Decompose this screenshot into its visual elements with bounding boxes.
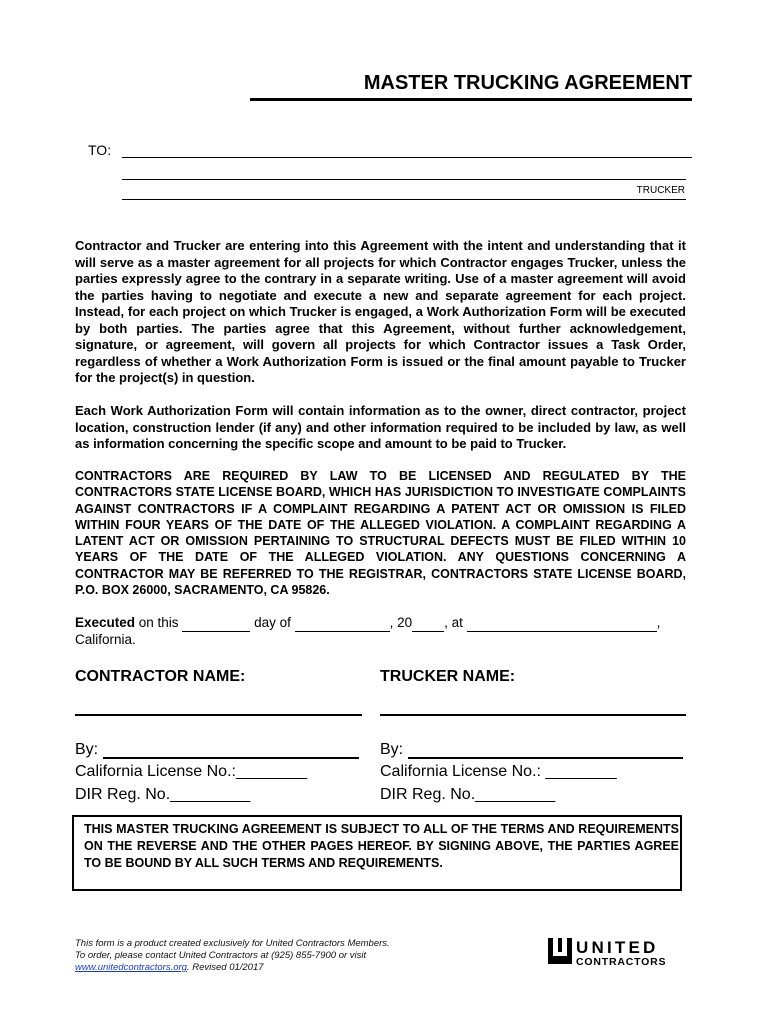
execution-line [75,615,690,648]
to-label: TO: [88,142,112,158]
trucker-name-line[interactable] [380,714,686,716]
trucker-by-label: By: [380,741,404,758]
contractor-name-line[interactable] [75,714,362,716]
contractor-dir-field[interactable]: DIR Reg. No._________ [75,786,251,803]
location-field[interactable] [467,631,657,632]
signing-notice-box [72,815,682,891]
work-authorization-paragraph: Each Work Authorization Form will contain information as to the owner, direct contractor, project location, construction lender (if any) and other information required to be included by law, as well as information concerning the specific scope and amount to be paid to Trucker. [75,403,686,451]
footer-note [75,938,390,974]
united-contractors-logo-mark [548,936,688,968]
united-contractors-logo [548,936,688,968]
executed-label: Executed [75,615,136,630]
at-text: , at [444,615,467,630]
trucker-license-field[interactable]: California License No.: ________ [380,763,617,780]
state-text: California. [75,631,136,647]
intro-paragraph: Contractor and Trucker are entering into this Agreement with the intent and understanding that it will serve as a master agreement for all projects for which Contractor engages Trucker, unless the parties expressly agree to the contrary in a separate writing. Use of a master agreement will avoid the parties having to negotiate and execute a new and separate agreement for each project. Instead, for each project on which Trucker is engaged, a Work Authorization Form will be executed by both parties. The parties agree that this Agreement, without further acknowledgement, signature, or agreement, will govern all projects for which Contractor issues a Task Order, regardless of whether a Work Authorization Form is issued or the final amount payable to Trucker for the project(s) in question. [75,238,686,385]
footer-line-3 [75,962,390,974]
year-field[interactable] [412,631,444,632]
to-line-3[interactable] [122,199,686,200]
title-rule [250,98,692,101]
contractor-signature-field[interactable] [103,757,359,759]
contractor-license-field[interactable]: California License No.:________ [75,763,308,780]
trucker-dir-field[interactable]: DIR Reg. No._________ [380,786,556,803]
license-notice-paragraph: CONTRACTORS ARE REQUIRED BY LAW TO BE LICENSED AND REGULATED BY THE CONTRACTORS STATE LICENSE BOARD, WHICH HAS JURISDICTION TO INVESTIGATE COMPLAINTS AGAINST CONTRACTORS IF A COMPLAINT REGARDING A PATENT ACT OR OMISSION IS FILED WITHIN FOUR YEARS OF THE DATE OF THE ALLEGED VIOLATION. A COMPLAINT REGARDING A LATENT ACT OR OMISSION PERTAINING TO STRUCTURAL DEFECTS MUST BE FILED WITHIN 10 YEARS OF THE DATE OF THE ALLEGED VIOLATION. ANY QUESTIONS CONCERNING A CONTRACTOR MAY BE REFERRED TO THE REGISTRAR, CONTRACTORS STATE LICENSE BOARD, P.O. BOX 26000, SACRAMENTO, CA 95826. [75,469,686,598]
footer-line-2: To order, please contact United Contractors at (925) 855-7900 or visit [75,950,367,961]
year-prefix-text: , 20 [389,615,413,630]
on-this-text: on this [135,615,183,630]
trucker-name-heading: TRUCKER NAME: [380,668,516,685]
logo-contractors-text: CONTRACTORS [576,956,667,968]
contractor-by-row [75,741,359,759]
to-line-2[interactable] [122,179,686,180]
footer-revised: . Revised 01/2017 [186,962,264,973]
trucker-by-row [380,741,683,759]
footer-url-link[interactable]: www.unitedcontractors.org [75,962,187,973]
day-field[interactable] [182,631,250,632]
trucker-signature-field[interactable] [408,757,683,759]
day-of-text: day of [250,615,295,630]
trailing-comma: , [656,615,661,630]
trucker-caption: TRUCKER [636,185,685,196]
signing-notice-text: THIS MASTER TRUCKING AGREEMENT IS SUBJECT TO ALL OF THE TERMS AND REQUIREMENTS ON THE REVERSE AND THE OTHER PAGES HEREOF. BY SIGNING ABOVE, THE PARTIES AGREE TO BE BOUND BY ALL SUCH TERMS AND REQUIREMENTS. [84,822,679,870]
page-title: MASTER TRUCKING AGREEMENT [363,72,692,94]
contractor-by-label: By: [75,741,99,758]
month-field[interactable] [295,631,390,632]
footer-line-1: This form is a product created exclusively for United Contractors Members. [75,938,390,949]
contractor-name-heading: CONTRACTOR NAME: [75,668,246,685]
logo-united-text: UNITED [576,938,659,957]
to-line-1[interactable] [122,157,692,158]
